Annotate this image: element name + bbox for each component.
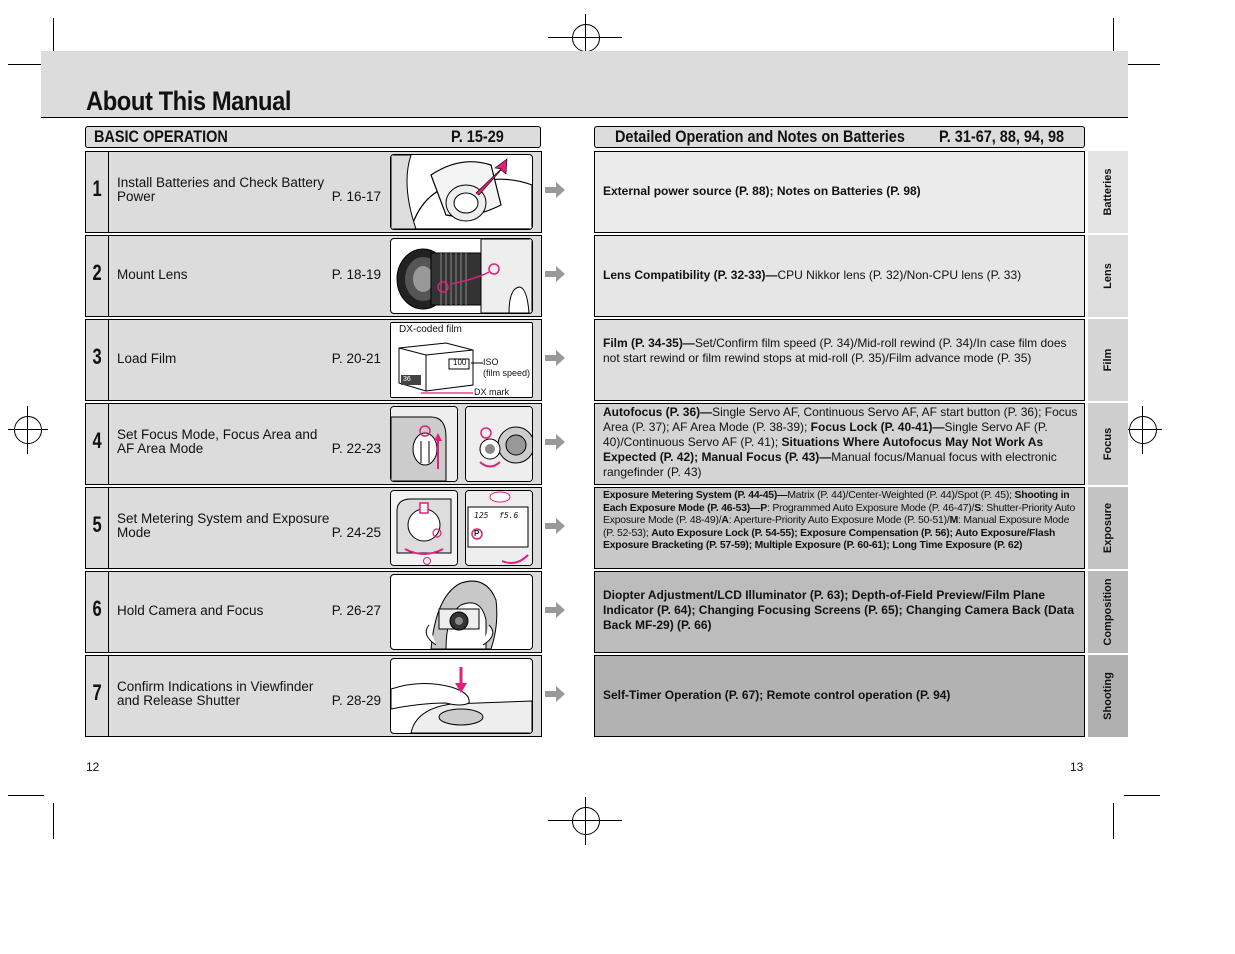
step-number: 3 — [85, 319, 108, 401]
step-number: 6 — [85, 571, 108, 653]
detail-box — [594, 655, 1085, 737]
page-number-right: 13 — [1070, 760, 1084, 774]
step-row — [108, 571, 542, 653]
detail-segment: External power source (P. 88); Notes on Batteries (P. 98) — [603, 184, 921, 198]
step-row — [108, 151, 542, 233]
detail-segment: Set/Confirm film speed (P. 34)/Mid-roll rewind (P. 34)/In case film does not start rewind or film rewind stops at mid-roll (P. 35)/Film advance mode (P. 35) — [603, 336, 1067, 365]
lcd-mode: P — [474, 529, 480, 538]
tab-focus[interactable]: Focus — [1088, 403, 1128, 485]
detailed-operation-pages: P. 31-67, 88, 94, 98 — [939, 127, 1065, 146]
iso-label: ISO — [483, 357, 499, 367]
right-arrow-icon — [545, 266, 565, 282]
step-label: Set Metering System and Exposure Mode — [117, 511, 330, 540]
detail-text — [603, 184, 1078, 199]
step-number: 4 — [85, 403, 108, 485]
tab-composition[interactable]: Composition — [1088, 571, 1128, 653]
right-arrow-icon — [545, 518, 565, 534]
detail-box — [594, 235, 1085, 317]
detail-segment: Autofocus (P. 36)— — [603, 405, 713, 419]
header-rule — [41, 117, 1128, 118]
step-row — [108, 235, 542, 317]
step-pages: P. 24-25 — [331, 525, 381, 540]
step-pages: P. 18-19 — [331, 267, 381, 282]
battery-illustration — [390, 154, 533, 230]
detail-segment: : Manual Exposure Mode (P. 52-53); — [603, 515, 1070, 539]
step-pages: P. 20-21 — [331, 351, 381, 366]
film-illustration — [390, 322, 533, 398]
step-row — [108, 487, 542, 569]
detail-segment: Single Servo AF, Continuous Servo AF, AF start button (P. 36); Focus Area (P. 37); AF Area Mode (P. 38-39); — [603, 405, 1078, 434]
detail-segment: Focus Lock (P. 40-41)— — [810, 420, 945, 434]
detail-box — [594, 151, 1085, 233]
right-arrow-icon — [545, 602, 565, 618]
hold-camera-illustration — [390, 574, 533, 650]
right-arrow-icon — [545, 182, 565, 198]
step-label: Install Batteries and Check Battery Power — [117, 175, 325, 204]
detail-box — [594, 571, 1085, 653]
right-arrow-icon — [545, 434, 565, 450]
step-label: Hold Camera and Focus — [117, 603, 264, 618]
right-arrow-icon — [545, 686, 565, 702]
lcd-aperture: f5.6 — [499, 511, 519, 520]
detail-text — [603, 490, 1078, 553]
basic-operation-pages: P. 15-29 — [451, 127, 504, 146]
detail-segment: : Shutter-Priority Auto Exposure Mode (P. 48-49)/ — [603, 502, 1076, 526]
step-row — [108, 403, 542, 485]
step-pages: P. 28-29 — [331, 693, 381, 708]
tab-film[interactable]: Film — [1088, 319, 1128, 401]
step-label: Mount Lens — [117, 267, 188, 282]
detail-text — [603, 336, 1078, 366]
detail-segment: Diopter Adjustment/LCD Illuminator (P. 63); Depth-of-Field Preview/Film Plane Indicator (P. 64); Changing Focusing Screens (P. 65); Changing Camera Back (Data Back MF-29) (P. 66) — [603, 588, 1074, 632]
lcd-shutter: 125 — [474, 511, 489, 520]
detail-text — [603, 688, 1078, 703]
detail-text — [603, 268, 1078, 283]
step-pages: P. 22-23 — [331, 441, 381, 456]
metering-illustration — [390, 490, 458, 566]
tab-shooting[interactable]: Shooting — [1088, 655, 1128, 737]
detail-segment: CPU Nikkor lens (P. 32)/Non-CPU lens (P. 33) — [777, 268, 1022, 282]
detail-segment: Lens Compatibility (P. 32-33)— — [603, 268, 778, 282]
step-row — [108, 319, 542, 401]
detail-segment: Matrix (P. 44)/Center-Weighted (P. 44)/Spot (P. 45); — [787, 490, 1015, 501]
page-number-left: 12 — [86, 760, 100, 774]
iso-sub-label: (film speed) — [483, 368, 531, 378]
basic-operation-label: BASIC OPERATION — [94, 127, 228, 146]
step-row — [108, 655, 542, 737]
shutter-release-illustration — [390, 658, 533, 734]
step-number: 2 — [85, 235, 108, 317]
detail-segment: Auto Exposure Lock (P. 54-55); Exposure Compensation (P. 56); Auto Exposure/Flash Exposure Bracketing (P. 57-59); Multiple Exposure (P. 60-61); Long Time Exposure (P. 62) — [603, 527, 1056, 551]
step-label: Load Film — [117, 351, 177, 366]
detail-text — [603, 405, 1078, 480]
lcd-illustration — [465, 490, 533, 566]
step-pages: P. 26-27 — [331, 603, 381, 618]
detail-segment: Exposure Metering System (P. 44-45)— — [603, 490, 788, 501]
basic-operation-bar — [85, 126, 541, 148]
detail-segment: S — [974, 502, 981, 514]
detail-segment: A — [721, 515, 729, 526]
detailed-operation-label: Detailed Operation and Notes on Batteries — [615, 127, 905, 146]
detail-box — [594, 487, 1085, 569]
detail-box — [594, 319, 1085, 401]
step-number: 5 — [85, 487, 108, 569]
detailed-operation-bar — [594, 126, 1085, 148]
detail-segment: Single Servo AF (P. 40)/Continuous Servo AF (P. 41); — [603, 420, 1048, 449]
detail-segment: Shooting in Each Exposure Mode (P. 46-53)—P — [603, 490, 1070, 514]
film-box-code: 36 — [403, 376, 411, 383]
focus-area-illustration — [465, 406, 533, 482]
tab-batteries[interactable]: Batteries — [1088, 151, 1128, 233]
tab-exposure[interactable]: Exposure — [1088, 487, 1128, 569]
detail-segment: Self-Timer Operation (P. 67); Remote control operation (P. 94) — [603, 688, 951, 702]
detail-box — [594, 403, 1085, 485]
detail-segment: : Aperture-Priority Auto Exposure Mode (P. 50-51)/ — [728, 515, 950, 526]
detail-segment: M — [949, 515, 959, 526]
step-number: 1 — [85, 151, 108, 233]
page-title: About This Manual — [86, 86, 292, 116]
focus-mode-illustration — [390, 406, 458, 482]
detail-text — [603, 588, 1078, 633]
detail-segment: Manual focus/Manual focus with electronic rangefinder (P. 43) — [603, 450, 1057, 479]
detail-segment: Film (P. 34-35)— — [603, 336, 695, 350]
detail-segment: : Programmed Auto Exposure Mode (P. 46-47)/ — [766, 502, 975, 514]
film-caption: DX-coded film — [399, 324, 462, 335]
step-label: Confirm Indications in Viewfinder and Release Shutter — [117, 679, 314, 708]
step-pages: P. 16-17 — [331, 189, 381, 204]
right-arrow-icon — [545, 350, 565, 366]
tab-lens[interactable]: Lens — [1088, 235, 1128, 317]
detail-segment: Situations Where Autofocus May Not Work As Expected (P. 42); Manual Focus (P. 43)— — [603, 435, 1044, 464]
dx-mark-label: DX mark — [474, 387, 510, 397]
step-label: Set Focus Mode, Focus Area and AF Area Mode — [117, 427, 318, 456]
lens-illustration — [390, 238, 533, 314]
film-box-number: 100 — [453, 358, 467, 367]
step-number: 7 — [85, 655, 108, 737]
